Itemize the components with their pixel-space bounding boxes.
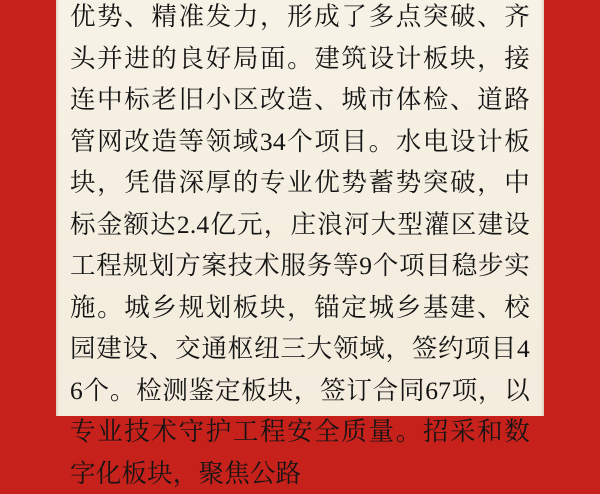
- body-paragraph: 优势、精准发力，形成了多点突破、齐头并进的良好局面。建筑设计板块，接连中标老旧小区改造、城市体检、道路管网改造等领域34个项目。水电设计板块，凭借深厚的专业优势蓄势突破，中标金额达2.4亿元，庄浪河大型灌区建设工程规划方案技术服务等9个项目稳步实施。城乡规划板块，锚定城乡基建、校园建设、交通枢纽三大领域，签约项目46个。检测鉴定板块，签订合同67项，以专业技术守护工程安全质量。招采和数字化板块，聚焦公路: [70, 2, 530, 488]
- paper-panel: [56, 0, 544, 488]
- left-red-border: [0, 0, 56, 416]
- right-red-border: [544, 0, 600, 416]
